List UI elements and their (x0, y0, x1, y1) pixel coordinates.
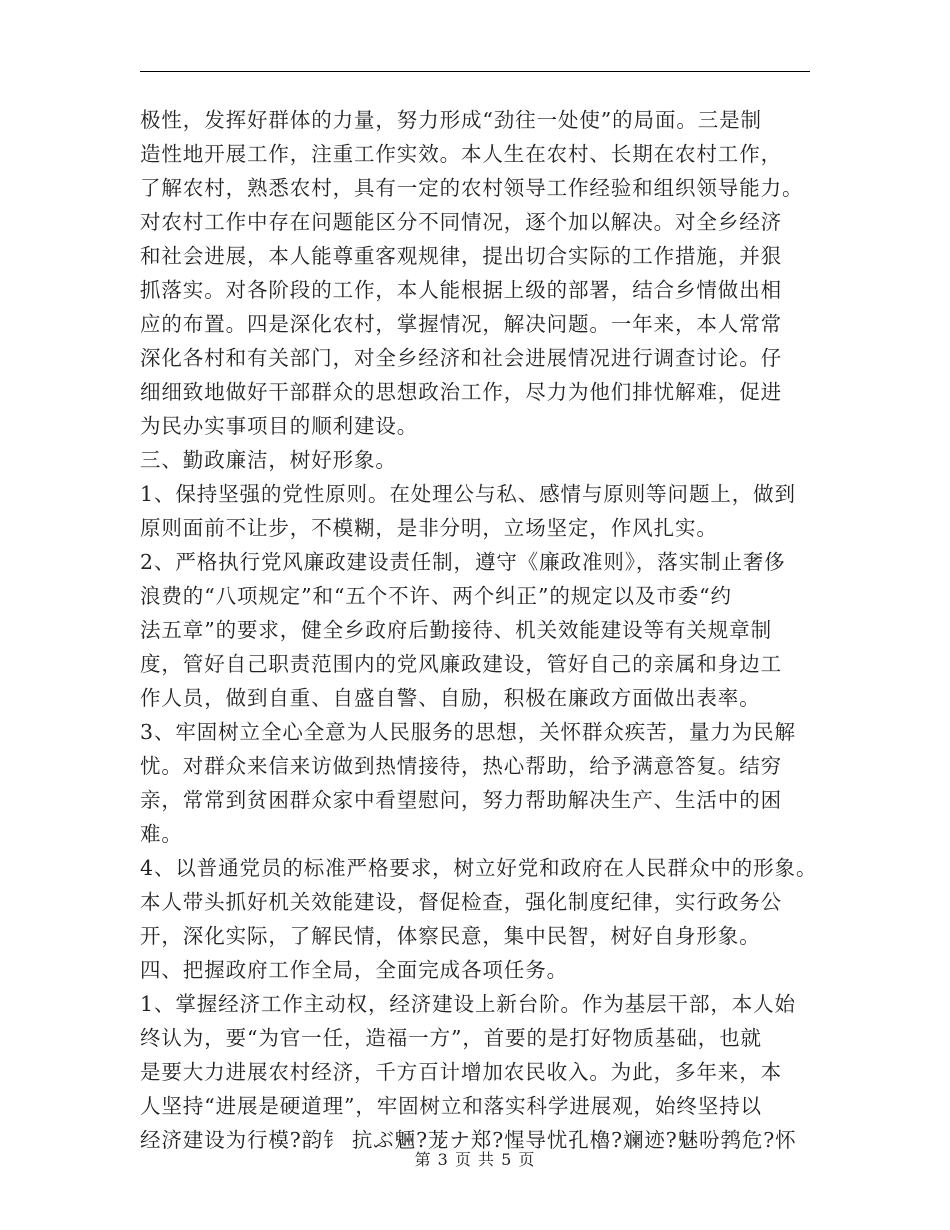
text-line: 1、掌握经济工作主动权，经济建设上新台阶。作为基层干部，本人始 (140, 992, 796, 1016)
text-line: 4、以普通党员的标准严格要求，树立好党和政府在人民群众中的形象。 (140, 856, 818, 880)
text-line: 作人员，做到自重、自盛自警、自励，积极在廉政方面做出表率。 (140, 686, 761, 710)
text-line: 抓落实。对各阶段的工作，本人能根据上级的部署，结合乡情做出相 (140, 278, 782, 302)
text-line: 经济建设为行模?韵钅 抗ぶ魎?茏ナ郑?惺导忧孔櫓?斓迹?魅吩鹁危?怀 (140, 1128, 797, 1152)
text-line: 本人带头抓好机关效能建设，督促检查，强化制度纪律，实行政务公 (140, 890, 782, 914)
text-line: 原则面前不让步，不模糊，是非分明，立场坚定，作风扎实。 (140, 516, 718, 540)
text-line: 1、保持坚强的党性原则。在处理公与私、感情与原则等问题上，做到 (140, 482, 796, 506)
text-line: 开，深化实际，了解民情，体察民意，集中民智，树好自身形象。 (140, 924, 761, 948)
header-rule (140, 71, 810, 72)
text-line: 难。 (140, 822, 183, 846)
text-line: 浪费的“八项规定”和“五个不许、两个纠正”的规定以及市委“约 (140, 584, 732, 608)
text-line: 了解农村，熟悉农村，具有一定的农村领导工作经验和组织领导能力。 (140, 176, 804, 200)
text-line: 造性地开展工作，注重工作实效。本人生在农村、长期在农村工作， (140, 142, 782, 166)
section-heading: 四、把握政府工作全局，全面完成各项任务。 (140, 958, 568, 982)
text-line: 终认为，要“为官一任，造福一方”，首要的是打好物质基础，也就 (140, 1026, 762, 1050)
text-line: 人坚持“进展是硬道理”，牢固树立和落实科学进展观，始终坚持以 (140, 1094, 762, 1118)
page-number: 第 3 页 共 5 页 (414, 1150, 536, 1169)
section-heading: 三、勤政廉洁，树好形象。 (140, 448, 397, 472)
text-line: 对农村工作中存在问题能区分不同情况，逐个加以解决。对全乡经济 (140, 210, 782, 234)
text-line: 忧。对群众来信来访做到热情接待，热心帮助，给予满意答复。结穷 (140, 754, 782, 778)
text-line: 深化各村和有关部门，对全乡经济和社会进展情况进行调查讨论。仔 (140, 346, 782, 370)
text-line: 亲，常常到贫困群众家中看望慰问，努力帮助解决生产、生活中的困 (140, 788, 782, 812)
text-line: 极性，发挥好群体的力量，努力形成“劲往一处使”的局面。三是制 (140, 108, 762, 132)
text-line: 细细致地做好干部群众的思想政治工作，尽力为他们排忧解难，促进 (140, 380, 782, 404)
text-line: 3、牢固树立全心全意为人民服务的思想，关怀群众疾苦，量力为民解 (140, 720, 796, 744)
text-line: 是要大力进展农村经济，千方百计增加农民收入。为此，多年来，本 (140, 1060, 782, 1084)
text-line: 应的布置。四是深化农村，掌握情况，解决问题。一年来，本人常常 (140, 312, 782, 336)
text-line: 2、严格执行党风廉政建设责任制，遵守《廉政准则》，落实制止奢侈 (140, 550, 786, 574)
document-body (140, 103, 830, 1157)
text-line: 度，管好自己职责范围内的党风廉政建设，管好自己的亲属和身边工 (140, 652, 782, 676)
text-line: 和社会进展，本人能尊重客观规律，提出切合实际的工作措施，并狠 (140, 244, 782, 268)
text-line: 法五章”的要求，健全乡政府后勤接待、机关效能建设等有关规章制 (140, 618, 772, 642)
text-line: 为民办实事项目的顺利建设。 (140, 414, 419, 438)
